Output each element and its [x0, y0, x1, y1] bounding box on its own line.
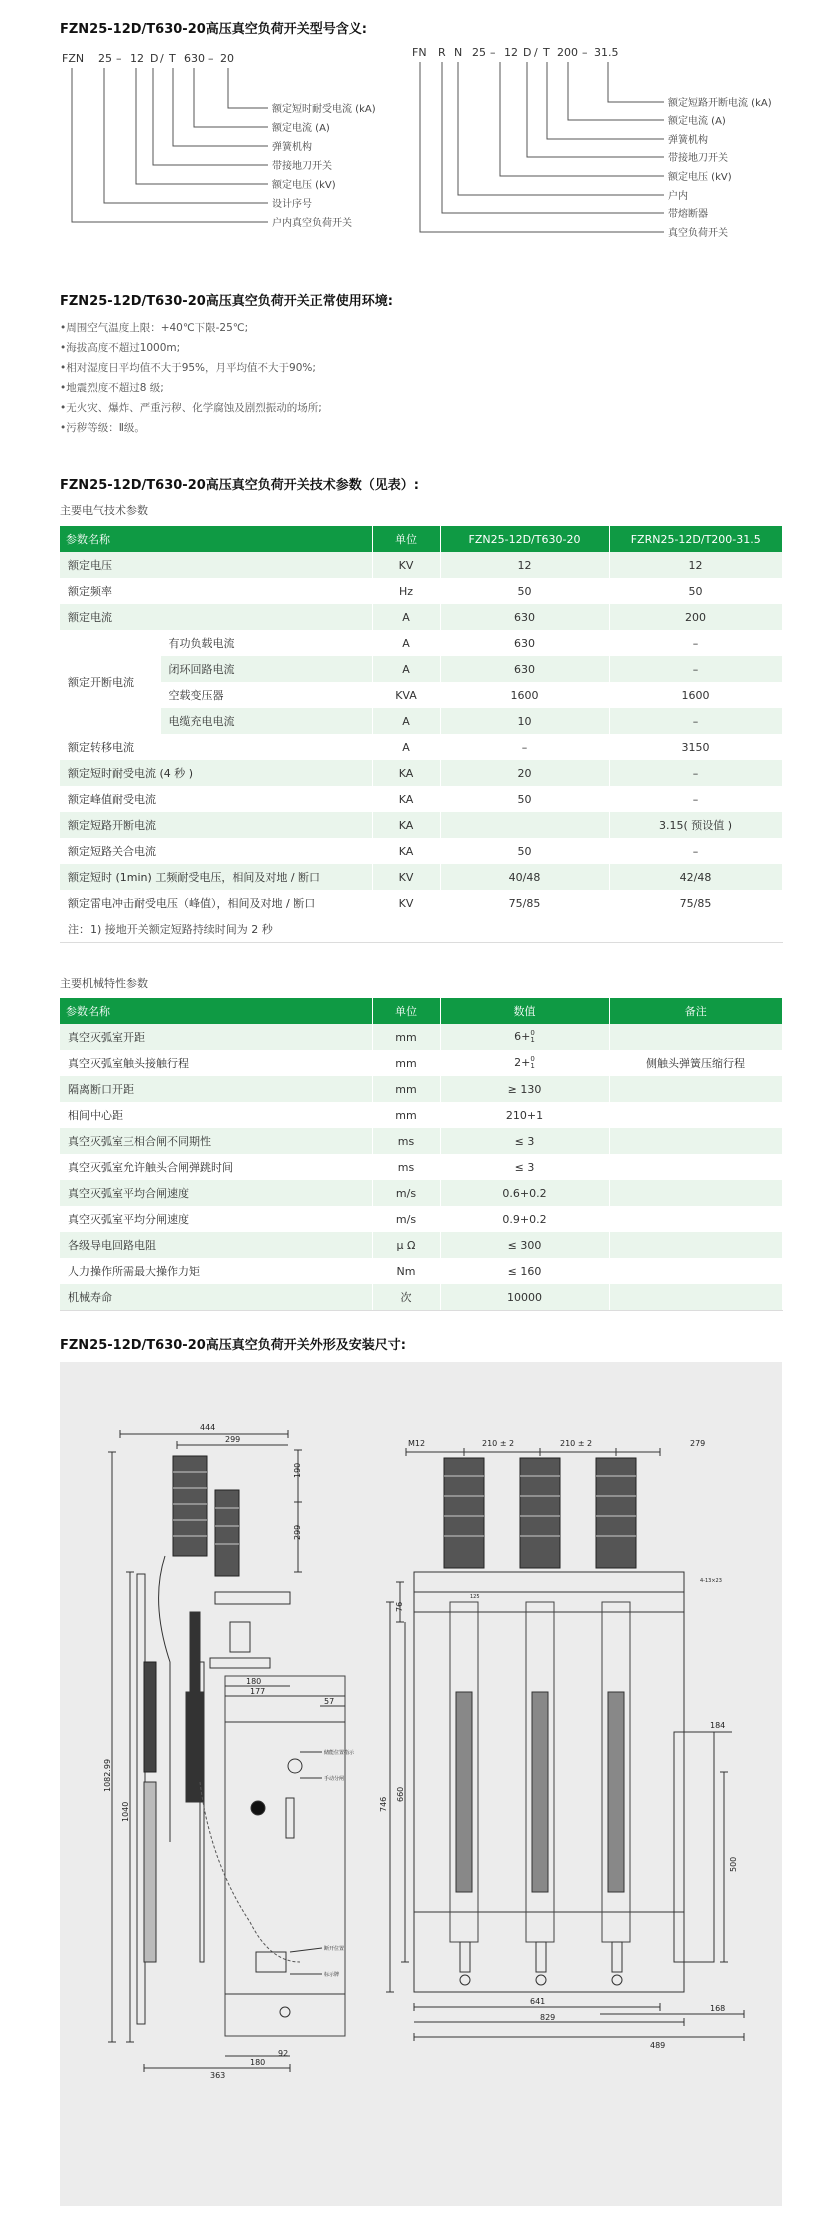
dim-660: 660	[396, 1786, 405, 1802]
param-name: 额定电流	[60, 604, 372, 630]
table-note-row	[60, 916, 782, 943]
dim-92: 92	[278, 2049, 289, 2058]
table-row	[60, 786, 782, 812]
dim-190: 190	[293, 1462, 302, 1478]
dim-299-right: 299	[293, 1524, 302, 1540]
param-name: 额定转移电流	[60, 734, 372, 760]
table-row	[60, 1050, 782, 1076]
table-row	[60, 656, 782, 682]
dim-746: 746	[379, 1796, 388, 1812]
param-value-a: 75/85	[440, 890, 609, 916]
table-row	[60, 760, 782, 786]
param-note	[609, 1206, 782, 1232]
param-value: ≤ 160	[440, 1258, 609, 1284]
param-value-b: –	[609, 760, 782, 786]
dim-1040: 1040	[121, 1801, 130, 1822]
tolerance-lower: 1	[530, 1036, 535, 1044]
environment-item: •污秽等级：Ⅱ级。	[60, 422, 145, 434]
right-code-5: 12	[504, 46, 518, 59]
param-value-b: –	[609, 708, 782, 734]
param-value	[440, 1050, 609, 1076]
param-value-b: –	[609, 656, 782, 682]
param-name: 额定峰值耐受电流	[60, 786, 372, 812]
param-note	[609, 1284, 782, 1311]
param-name: 人力操作所需最大操作力矩	[60, 1258, 372, 1284]
param-value: 0.9+0.2	[440, 1206, 609, 1232]
param-name: 各级导电回路电阻	[60, 1232, 372, 1258]
dim-829: 829	[540, 2013, 556, 2022]
model-meaning-title: FZN25-12D/T630-20高压真空负荷开关型号含义:	[60, 22, 367, 37]
dim-444: 444	[200, 1423, 216, 1432]
right-code-0: FN	[412, 46, 427, 59]
param-value-b: 42/48	[609, 864, 782, 890]
table-row	[60, 734, 782, 760]
left-code-3: 12	[130, 52, 144, 65]
dim-168: 168	[710, 2004, 726, 2013]
param-name: 真空灭弧室开距	[60, 1024, 372, 1050]
dim-184: 184	[710, 1721, 726, 1730]
param-name: 真空灭弧室三相合闸不同期性	[60, 1128, 372, 1154]
dimension-drawing	[60, 1362, 782, 2206]
param-unit: A	[372, 734, 440, 760]
side-view-drawing	[108, 1430, 345, 2072]
dim-m12: M12	[408, 1439, 426, 1448]
dim-210-b: 210 ± 2	[560, 1439, 593, 1448]
param-unit: A	[372, 708, 440, 734]
left-code-2: –	[116, 52, 122, 65]
param-unit: mm	[372, 1024, 440, 1050]
param-unit: ms	[372, 1154, 440, 1180]
dim-500: 500	[729, 1856, 738, 1872]
right-code-2: N	[454, 46, 463, 59]
param-name: 空载变压器	[160, 682, 372, 708]
right-code-3: 25	[472, 46, 486, 59]
table-row	[60, 552, 782, 578]
param-unit: mm	[372, 1050, 440, 1076]
param-unit: A	[372, 604, 440, 630]
param-value-b: 3150	[609, 734, 782, 760]
environment-item: •海拔高度不超过1000m;	[60, 342, 181, 354]
model-decode-diagrams	[60, 40, 782, 270]
param-unit: m/s	[372, 1180, 440, 1206]
left-label-3: 带接地刀开关	[272, 161, 332, 172]
param-unit: KA	[372, 838, 440, 864]
right-code-1: R	[438, 46, 446, 59]
side-label-1: 手动分闸	[324, 1776, 345, 1782]
param-unit: Nm	[372, 1258, 440, 1284]
param-name: 额定频率	[60, 578, 372, 604]
table-row	[60, 1206, 782, 1232]
param-note	[609, 1076, 782, 1102]
dim-641: 641	[530, 1997, 546, 2006]
param-note	[609, 1232, 782, 1258]
right-model-decode	[412, 46, 619, 59]
param-name: 真空灭弧室触头接触行程	[60, 1050, 372, 1076]
param-name: 真空灭弧室允许触头合闸弹跳时间	[60, 1154, 372, 1180]
param-value-b: 75/85	[609, 890, 782, 916]
param-unit: KVA	[372, 682, 440, 708]
left-code-0: FZN	[62, 52, 85, 65]
left-code-1: 25	[98, 52, 112, 65]
left-decode-lines	[72, 68, 268, 222]
left-label-6: 户内真空负荷开关	[272, 218, 352, 229]
right-code-8: T	[543, 46, 550, 59]
param-value-a: 50	[440, 838, 609, 864]
param-value-a: 20	[440, 760, 609, 786]
left-label-2: 弹簧机构	[272, 142, 312, 153]
param-unit: KA	[372, 812, 440, 838]
mech-params-subtitle: 主要机械特性参数	[60, 977, 148, 990]
right-code-10: –	[582, 46, 588, 59]
table-header-cell: 数值	[440, 998, 609, 1024]
left-code-5: /	[160, 52, 164, 65]
param-value-a: 12	[440, 552, 609, 578]
param-name: 额定短时 (1min) 工频耐受电压，相间及对地 / 断口	[60, 864, 372, 890]
param-value-a: 50	[440, 578, 609, 604]
param-note	[609, 1180, 782, 1206]
left-code-9: 20	[220, 52, 234, 65]
table-row	[60, 812, 782, 838]
right-label-6: 带熔断器	[668, 209, 708, 220]
param-value: ≤ 3	[440, 1154, 609, 1180]
param-unit: KV	[372, 552, 440, 578]
environment-list	[60, 318, 322, 438]
param-value-b: 50	[609, 578, 782, 604]
param-value: 210+1	[440, 1102, 609, 1128]
right-code-4: –	[490, 46, 496, 59]
table-row	[60, 578, 782, 604]
right-label-3: 带接地刀开关	[668, 153, 728, 164]
left-label-4: 额定电压 (kV)	[272, 180, 336, 191]
param-value-b: 1600	[609, 682, 782, 708]
param-note	[609, 1154, 782, 1180]
param-value-a: 50	[440, 786, 609, 812]
table-row	[60, 708, 782, 734]
table-row	[60, 682, 782, 708]
table-row	[60, 1284, 782, 1311]
param-value: 0.6+0.2	[440, 1180, 609, 1206]
table-header-cell: 备注	[609, 998, 782, 1024]
left-label-0: 额定短时耐受电流 (kA)	[272, 104, 376, 115]
param-unit: KA	[372, 760, 440, 786]
tolerance-upper: 0	[530, 1055, 535, 1063]
param-name: 额定短时耐受电流 (4 秒 )	[60, 760, 372, 786]
param-unit: KA	[372, 786, 440, 812]
param-value: ≤ 300	[440, 1232, 609, 1258]
param-name: 额定短路关合电流	[60, 838, 372, 864]
param-name: 额定短路开断电流	[60, 812, 372, 838]
dim-177: 177	[250, 1687, 266, 1696]
environment-item: •周围空气温度上限：+40℃下限-25℃;	[60, 322, 249, 334]
dim-1082: 1082.99	[103, 1758, 112, 1792]
right-label-4: 额定电压 (kV)	[668, 172, 732, 183]
param-unit: A	[372, 656, 440, 682]
param-value-b: 200	[609, 604, 782, 630]
param-value-b: 3.15( 预设值 )	[609, 812, 782, 838]
param-name: 隔离断口开距	[60, 1076, 372, 1102]
param-unit: mm	[372, 1102, 440, 1128]
param-unit: mm	[372, 1076, 440, 1102]
side-label-3: 标示牌	[324, 1972, 340, 1978]
right-decode-lines	[420, 62, 664, 232]
environment-item: •无火灾、爆炸、严重污秽、化学腐蚀及剧烈振动的场所;	[60, 402, 322, 414]
param-name: 相间中心距	[60, 1102, 372, 1128]
param-value-b: –	[609, 838, 782, 864]
table-note: 注：1) 接地开关额定短路持续时间为 2 秒	[60, 916, 782, 943]
mech-params-table	[60, 998, 783, 1311]
param-value-b: –	[609, 786, 782, 812]
table-row	[60, 630, 782, 656]
left-model-decode	[62, 52, 234, 65]
side-label-2: 断开位置	[324, 1946, 345, 1952]
left-code-4: D	[150, 52, 159, 65]
param-name: 电缆充电电流	[160, 708, 372, 734]
table-header-cell: 单位	[372, 998, 440, 1024]
right-code-11: 31.5	[594, 46, 619, 59]
param-unit: KV	[372, 864, 440, 890]
tolerance-upper: 0	[530, 1029, 535, 1037]
param-value-text: 2+	[514, 1056, 531, 1069]
table-header-row	[60, 526, 782, 552]
tolerance-lower: 1	[530, 1062, 535, 1070]
table-row	[60, 1024, 782, 1050]
param-note	[609, 1102, 782, 1128]
environment-item: •相对湿度日平均值不大于95%，月平均值不大于90%;	[60, 362, 316, 374]
param-value	[440, 1024, 609, 1050]
param-note	[609, 1128, 782, 1154]
front-bolt-label: 4-13×23	[700, 1578, 722, 1584]
table-row	[60, 1232, 782, 1258]
table-header-cell: 单位	[372, 526, 440, 552]
param-value: 10000	[440, 1284, 609, 1311]
dim-76: 76	[395, 1601, 404, 1612]
param-value-b: 12	[609, 552, 782, 578]
left-code-8: –	[208, 52, 214, 65]
table-row	[60, 890, 782, 916]
left-code-7: 630	[184, 52, 205, 65]
table-header-cell: FZN25-12D/T630-20	[440, 526, 609, 552]
param-value-a	[440, 812, 609, 838]
param-value-b: –	[609, 630, 782, 656]
param-unit: A	[372, 630, 440, 656]
param-value-a: 10	[440, 708, 609, 734]
param-unit: KV	[372, 890, 440, 916]
table-header-cell: FZRN25-12D/T200-31.5	[609, 526, 782, 552]
right-label-0: 额定短路开断电流 (kA)	[668, 98, 772, 109]
right-label-2: 弹簧机构	[668, 135, 708, 146]
param-unit: 次	[372, 1284, 440, 1311]
dim-210-a: 210 ± 2	[482, 1439, 515, 1448]
right-label-5: 户内	[668, 191, 688, 202]
param-name: 有功负载电流	[160, 630, 372, 656]
param-name: 额定电压	[60, 552, 372, 578]
dimensions-title: FZN25-12D/T630-20高压真空负荷开关外形及安装尺寸:	[60, 1338, 406, 1353]
left-code-6: T	[169, 52, 176, 65]
elec-params-table	[60, 526, 783, 943]
right-label-7: 真空负荷开关	[668, 228, 728, 239]
dim-180-bottom: 180	[250, 2058, 266, 2067]
environment-title: FZN25-12D/T630-20高压真空负荷开关正常使用环境:	[60, 294, 393, 309]
param-value-a: 1600	[440, 682, 609, 708]
param-value-a: 630	[440, 604, 609, 630]
table-row	[60, 1128, 782, 1154]
table-row	[60, 838, 782, 864]
table-row	[60, 604, 782, 630]
dim-489: 489	[650, 2041, 666, 2050]
breaking-group-label: 额定开断电流	[60, 630, 160, 734]
left-label-5: 设计序号	[272, 199, 312, 210]
right-label-1: 额定电流 (A)	[668, 116, 726, 127]
dim-363: 363	[210, 2071, 226, 2080]
param-note	[609, 1024, 782, 1050]
param-name: 机械寿命	[60, 1284, 372, 1311]
dim-57: 57	[324, 1697, 335, 1706]
right-code-6: D	[523, 46, 532, 59]
right-code-9: 200	[557, 46, 578, 59]
table-row	[60, 1258, 782, 1284]
param-unit: Hz	[372, 578, 440, 604]
param-unit: μ Ω	[372, 1232, 440, 1258]
table-header-cell: 参数名称	[60, 526, 372, 552]
table-row	[60, 1102, 782, 1128]
table-row	[60, 1180, 782, 1206]
dim-299-top: 299	[225, 1435, 241, 1444]
dim-180-top: 180	[246, 1677, 262, 1686]
param-unit: m/s	[372, 1206, 440, 1232]
param-note	[609, 1258, 782, 1284]
param-name: 闭环回路电流	[160, 656, 372, 682]
param-value-a: 630	[440, 630, 609, 656]
param-value-a: –	[440, 734, 609, 760]
param-unit: ms	[372, 1128, 440, 1154]
tech-params-title: FZN25-12D/T630-20高压真空负荷开关技术参数（见表）:	[60, 478, 419, 493]
left-label-1: 额定电流 (A)	[272, 123, 330, 134]
param-name: 真空灭弧室平均分闸速度	[60, 1206, 372, 1232]
param-value: ≥ 130	[440, 1076, 609, 1102]
right-code-7: /	[534, 46, 538, 59]
front-tag-label: 125	[470, 1594, 480, 1600]
side-label-0: 储能位置指示	[324, 1750, 355, 1756]
dim-279: 279	[690, 1439, 706, 1448]
param-name: 真空灭弧室平均合闸速度	[60, 1180, 372, 1206]
table-row	[60, 1076, 782, 1102]
param-value-a: 630	[440, 656, 609, 682]
param-value: ≤ 3	[440, 1128, 609, 1154]
table-header-row	[60, 998, 782, 1024]
param-note: 侧触头弹簧压缩行程	[609, 1050, 782, 1076]
table-header-cell: 参数名称	[60, 998, 372, 1024]
elec-params-subtitle: 主要电气技术参数	[60, 504, 148, 517]
environment-item: •地震烈度不超过8 级;	[60, 382, 164, 394]
table-row	[60, 864, 782, 890]
param-value-text: 6+	[514, 1030, 531, 1043]
param-value-a: 40/48	[440, 864, 609, 890]
front-view-drawing	[386, 1448, 744, 2041]
table-row	[60, 1154, 782, 1180]
param-name: 额定雷电冲击耐受电压（峰值），相间及对地 / 断口	[60, 890, 372, 916]
